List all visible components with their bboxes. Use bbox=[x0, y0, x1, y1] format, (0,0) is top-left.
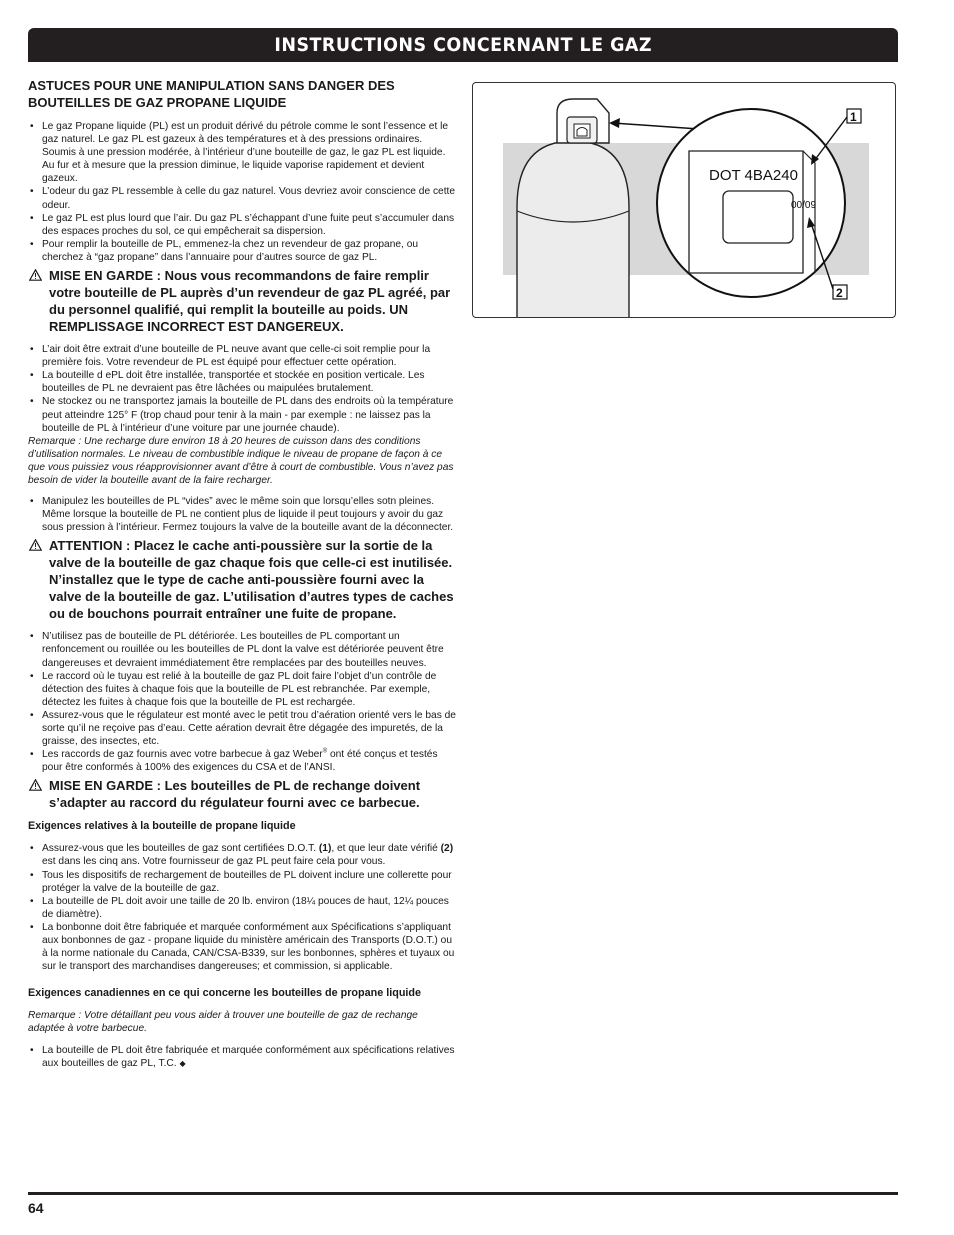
warning-triangle-icon bbox=[29, 269, 42, 281]
list-item: • L’odeur du gaz PL ressemble à celle du gaz naturel. Vous devriez avoir conscience de cette odeur. bbox=[28, 185, 456, 211]
dot-text: Assurez-vous que les bouteilles de gaz sont certifiées D.O.T. bbox=[42, 843, 319, 855]
list-item: • Le gaz Propane liquide (PL) est un produit dérivé du pétrole comme le sont l’essence et le gaz naturel. Le gaz PL est gazeux à des températures et à des pressions ordinaires. Soumis à une pression modérée, à l’intérieur d’une bouteille de gaz, le gaz PL est liquide. Au fur et à mesure que la pression diminue, le liquide vaporise rapidement et devient gazeux. bbox=[28, 120, 456, 185]
callout-2: 2 bbox=[836, 286, 843, 300]
attention-text: ATTENTION : Placez le cache anti-poussière sur la sortie de la valve de la bouteille de gaz chaque fois que celle-ci est inutilisée. N’installez que le type de cache anti-poussière fourni avec la valve de la bouteille de gaz. L’utilisation d’autres types de caches ou de bouchons pourrait entraîner une fuite de propane. bbox=[49, 538, 454, 622]
weber-text: Les raccords de gaz fournis avec votre barbecue à gaz Weber bbox=[42, 749, 323, 761]
warning-triangle-icon bbox=[29, 539, 42, 551]
list-item bbox=[28, 842, 456, 868]
list-item: • La bouteille de PL doit avoir une taille de 20 lb. environ (18¼ pouces de haut, 12¼ pouces de diamètre). bbox=[28, 895, 456, 921]
registered-mark: ® bbox=[322, 748, 328, 755]
list-item: • Pour remplir la bouteille de PL, emmenez-la chez un revendeur de gaz propane, ou cherchez à “gaz propane” dans l’annuaire pour d’autres source de gaz PL. bbox=[28, 238, 456, 264]
safety-bullets bbox=[28, 120, 456, 264]
safety-bullets-3 bbox=[28, 495, 456, 534]
page-title-bar bbox=[28, 28, 898, 62]
list-item: • Le gaz PL est plus lourd que l’air. Du gaz PL s’échappant d’une fuite peut s’accumuler dans des espaces proches du sol, ce qui empêcherait sa dispersion. bbox=[28, 212, 456, 238]
list-item: • Assurez-vous que le régulateur est monté avec le petit trou d’aération orienté vers le bas de sorte qu’il ne reçoive pas d’eau. Cette aération devrait être dégagée des impuretés, de la graisse, des insectes, etc. bbox=[28, 709, 456, 748]
dot-text-2: , et que leur date vérifié bbox=[331, 843, 441, 855]
section-heading-safety-tips: ASTUCES POUR UNE MANIPULATION SANS DANGER DES BOUTEILLES DE GAZ PROPANE LIQUIDE bbox=[28, 78, 395, 110]
list-item: • Tous les dispositifs de rechargement de bouteilles de PL doivent inclure une collerette pour protéger la valve de la bouteille de gaz. bbox=[28, 869, 456, 895]
section-heading-canadian: Exigences canadiennes en ce qui concerne les bouteilles de propane liquide bbox=[28, 987, 422, 1000]
propane-tank-figure bbox=[472, 82, 896, 318]
page-number: 64 bbox=[28, 1200, 44, 1216]
attention-block bbox=[28, 537, 456, 622]
tank-body bbox=[517, 141, 629, 318]
warning-triangle-icon bbox=[29, 779, 42, 791]
end-mark-icon: ◆ bbox=[179, 1058, 186, 1068]
refill-note: Remarque : Une recharge dure environ 18 à 20 heures de cuisson dans des conditions d’utilisation normales. Le niveau de combustible indique le niveau de propane de façon à ce que vous puissiez vous réapprovisionner avant d’être à court de combustible. Vous n’avez pas besoin de vider la bouteille avant de la faire recharger. bbox=[28, 435, 454, 486]
warning-block bbox=[28, 267, 456, 335]
page-title: INSTRUCTIONS CONCERNANT LE GAZ bbox=[274, 34, 652, 56]
callout-ref-1: (1) bbox=[318, 843, 332, 855]
list-item: • N’utilisez pas de bouteille de PL détériorée. Les bouteilles de PL comportant un renfoncement ou rouillée ou les bouteilles de PL dont la valve est détériorée peuvent être dangereuses et devraient immédiatement être remplacées par des bouteilles neuves. bbox=[28, 630, 456, 669]
list-item bbox=[28, 1044, 456, 1070]
text-column bbox=[28, 78, 456, 1070]
retailer-note: Remarque : Votre détaillant peu vous aider à trouver une bouteille de gaz de rechange adaptée à votre barbecue. bbox=[28, 1010, 418, 1035]
section-heading-requirements: Exigences relatives à la bouteille de propane liquide bbox=[28, 820, 296, 833]
warning-block-replacement bbox=[28, 777, 456, 811]
list-item: • Le raccord où le tuyau est relié à la bouteille de gaz PL doit faire l’objet d’un contrôle de détection des fuites à chaque fois que la bouteille de PL est rebranchée. Par exemple, détectez les fuites à chaque fois que la bouteille de PL est rechargée. bbox=[28, 670, 456, 709]
footer-rule bbox=[28, 1192, 898, 1195]
dot-text-3: est dans les cinq ans. Votre fournisseur de gaz PL peut faire cela pour vous. bbox=[42, 856, 386, 868]
safety-bullets-2 bbox=[28, 343, 456, 435]
dot-label: DOT 4BA240 bbox=[709, 167, 798, 184]
date-label: 00/09 bbox=[791, 200, 817, 211]
list-item: • Manipulez les bouteilles de PL “vides” avec le même soin que lorsqu’elles sotn pleines. Même lorsque la bouteille de PL ne contient plus de liquide il peut toujours y avoir du gaz sous pression à l’intérieur. Fermez toujours la valve de la bouteille avant de la déconnecter. bbox=[28, 495, 456, 534]
requirements-bullets bbox=[28, 842, 456, 973]
list-item: • La bonbonne doit être fabriquée et marquée conformément aux Spécifications s’appliquant aux bonbonnes de gaz - propane liquide du ministère américain des Transports (D.O.T.) ou à la norme nationale du Canada, CAN/CSA-B339, sur les bonbonnes, sphères et tuyaux ou sur le transport des marchandises dangereuses; et commission, si applicable. bbox=[28, 921, 456, 973]
list-item: • L’air doit être extrait d’une bouteille de PL neuve avant que celle-ci soit remplie pour la première fois. Votre revendeur de PL est équipé pour effectuer cette opération. bbox=[28, 343, 456, 369]
tc-text: La bouteille de PL doit être fabriquée et marquée conformément aux spécifications relatives aux bouteilles de gaz PL, T.C. bbox=[42, 1044, 455, 1069]
callout-ref-2: (2) bbox=[440, 843, 454, 855]
weber-text-end: ont été conçus et testés pour être conformés à 100% des exigences du CSA et de l’ANSI. bbox=[42, 749, 438, 774]
list-item bbox=[28, 748, 456, 774]
list-item: • La bouteille d ePL doit être installée, transportée et stockée en position verticale. Les bouteilles de PL ne devraient pas être lâchées ou maipulées brutalement. bbox=[28, 369, 456, 395]
canadian-bullets bbox=[28, 1044, 456, 1070]
list-item: • Ne stockez ou ne transportez jamais la bouteille de PL dans des endroits où la température peut atteindre 125° F (trop chaud pour tenir à la main - par exemple : ne laissez pas la bouteille de PL à l’intérieur d’une voiture par une journée chaude). bbox=[28, 395, 456, 434]
tank-illustration bbox=[473, 83, 896, 318]
warning-text: MISE EN GARDE : Les bouteilles de PL de rechange doivent s’adapter au raccord du régulateur fourni avec ce barbecue. bbox=[49, 778, 421, 811]
callout-1: 1 bbox=[850, 110, 857, 124]
safety-bullets-4 bbox=[28, 630, 456, 774]
warning-text: MISE EN GARDE : Nous vous recommandons de faire remplir votre bouteille de PL auprès d’un revendeur de gaz PL agréé, par du personnel qualifié, qui remplit la bouteille au poids. UN REMPLISSAGE INCORRECT EST DANGEREUX. bbox=[49, 268, 451, 335]
